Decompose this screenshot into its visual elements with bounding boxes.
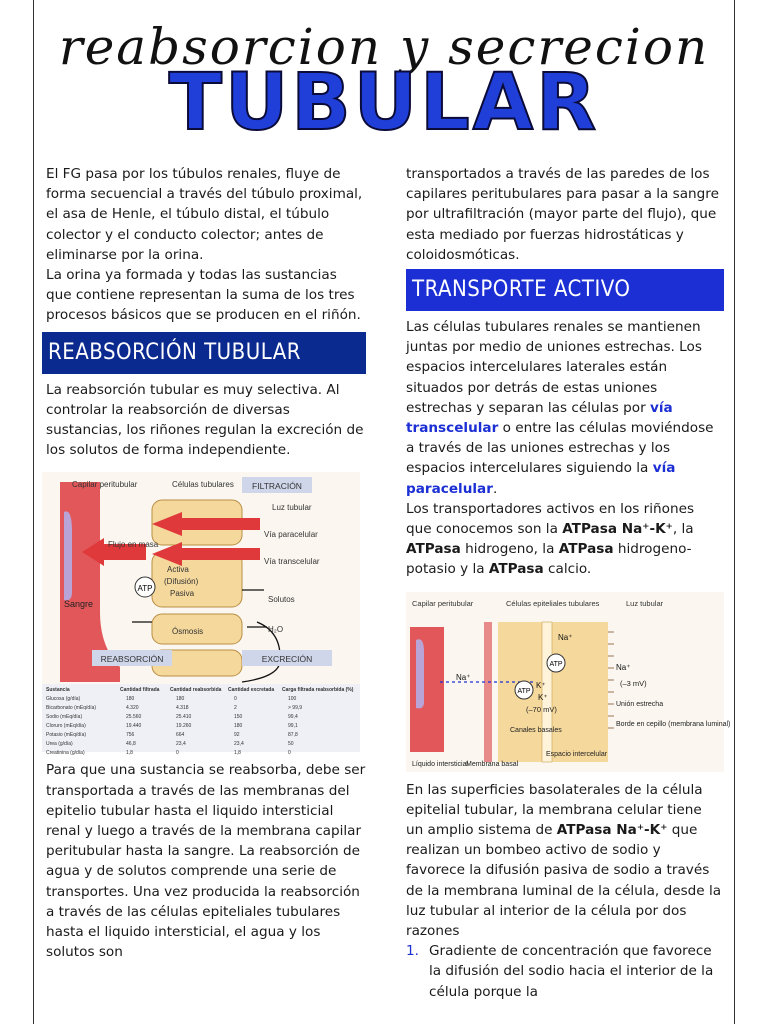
epithelial-cells-label: Células epiteliales tubulares [506, 598, 600, 608]
text-span: Las células tubulares renales se mantienen juntas por medio de uniones estrechas. Los espacios intercelulares laterales están situados por detrás de estas uniones estrechas y separan las células por [406, 319, 702, 416]
active-transport-diagram [406, 592, 731, 772]
table-cell: Glucosa (g/día) [46, 696, 81, 703]
transcellular-label: Vía transcelular [264, 557, 320, 567]
table-cell: 50 [288, 741, 294, 748]
table-header-cell: Cantidad reabsorbida [170, 687, 222, 694]
lumen-label: Luz tubular [626, 598, 664, 608]
sodium-label: Na⁺ [558, 632, 573, 642]
reasons-list [406, 941, 722, 1002]
tight-junction-label: Unión estrecha [616, 700, 664, 708]
capillary-label: Capilar peritubular [72, 480, 138, 490]
table-cell: 23,4 [234, 741, 244, 748]
active-transport-figure [406, 592, 731, 772]
atpase-term: ATPasa [406, 541, 461, 558]
substance-table [42, 684, 360, 756]
table-cell: Cloruro (mEq/día) [46, 723, 86, 730]
left-column [46, 164, 366, 962]
text-span: hidrogeno, la [460, 541, 559, 558]
table-cell: 23,4 [176, 741, 186, 748]
passive-label: Pasiva [170, 589, 195, 599]
right-column [406, 164, 731, 1002]
table-cell: 46,8 [126, 741, 136, 748]
atp-label: ATP [137, 584, 153, 594]
main-title: TUBULAR [168, 58, 600, 148]
table-cell: 99,4 [288, 714, 298, 721]
interstitial-fluid-label: Líquido intersticial [412, 760, 469, 768]
text-span: . [492, 480, 498, 497]
via-paracelular-highlight: vía paracelular [406, 460, 676, 497]
reabsorption-figure [42, 472, 360, 757]
table-cell: 0 [234, 696, 237, 703]
text-span: que realizan un bombeo activo de sodio y favorece la difusión pasiva de sodio a través de la membrana luminal de la célula, desde la luz tubular al interior de la célula por dos razones [406, 822, 722, 940]
table-cell: 25.410 [176, 714, 192, 721]
table-cell: 180 [234, 723, 243, 730]
sodium-label: Na⁺ [616, 662, 631, 672]
text-span: En las superficies basolaterales de la célula epitelial tubular, la membrana celular tiene un amplio sistema de [406, 781, 703, 839]
list-item-text: Gradiente de concentración que favorece la difusión del sodio hacia el interior de la célula porque la [428, 943, 714, 1000]
excretion-label: EXCRECIÓN [261, 654, 313, 665]
basal-channels-label: Canales basales [510, 726, 562, 734]
table-cell: > 99,9 [288, 705, 303, 712]
basolateral-paragraph [406, 780, 722, 942]
intro-paragraph-1: El FG pasa por los túbulos renales, fluye de forma secuencial a través del túbulo proximal, el asa de Henle, el túbulo distal, el túbulo colector y el conducto colector; antes de eliminarse por la orina. [46, 166, 363, 263]
table-cell: 25.560 [126, 714, 142, 721]
active-label: Activa [167, 565, 189, 575]
table-cell: 92 [234, 732, 240, 739]
table-cell: 0 [176, 750, 179, 757]
table-cell: 1,8 [126, 750, 133, 757]
osmosis-label: Ósmosis [172, 627, 204, 637]
reabsorcion-paragraph: La reabsorción tubular es muy selectiva. Al controlar la reabsorción de diversas sustancias, los riñones regulan la excreción de los solutos de forma independiente. [46, 381, 364, 459]
atp-label: ATP [517, 687, 531, 695]
potassium-label: K⁺ [536, 680, 546, 690]
table-cell: 150 [234, 714, 243, 721]
intro-paragraph-2: La orina ya formada y todas las sustancias que contiene representan la suma de los tres procesos básicos que se producen en el riñón. [46, 267, 361, 324]
intercellular-space-label: Espacio intercelular [546, 750, 608, 758]
table-header-cell: Carga filtrada reabsorbida (%) [282, 687, 354, 694]
paracellular-label: Vía paracelular [264, 530, 318, 540]
sodium-label: Na⁺ [456, 672, 471, 682]
table-cell: 99,1 [288, 723, 298, 730]
table-cell: 0 [288, 750, 291, 757]
reabsorption-diagram [42, 472, 360, 757]
table-cell: 756 [126, 732, 135, 739]
table-cell: Creatinina (g/día) [46, 750, 85, 757]
table-cell: 664 [176, 732, 185, 739]
text-span: hidrogeno-potasio y la [406, 541, 692, 578]
list-item [406, 941, 722, 1002]
atpase-term: ATPasa [558, 541, 614, 558]
atp-label: ATP [549, 660, 563, 668]
brush-border-label: Borde en cepillo (membrana luminal) [616, 720, 731, 728]
atpase-term: ATPasa [488, 561, 544, 578]
table-cell: 1,8 [234, 750, 241, 757]
capillary-label: Capilar peritubular [412, 598, 474, 608]
cells-label: Células tubulares [172, 480, 234, 490]
basement-membrane-label: Membrana basal [466, 760, 519, 768]
table-cell: Sodio (mEq/día) [46, 714, 83, 721]
table-cell: 19.440 [126, 723, 142, 730]
table-cell: 87,8 [288, 732, 298, 739]
text-span: calcio. [543, 561, 592, 578]
atpase-term: ATPasa Na⁺-K⁺ [556, 822, 668, 839]
text-span: Los transportadores activos en los riñones que conocemos son la [406, 500, 695, 538]
table-header-cell: Cantidad excretada [228, 687, 275, 694]
section-heading-transporte-activo: TRANSPORTE ACTIVO [406, 269, 724, 311]
diffusion-label: (Difusión) [164, 577, 199, 587]
lumen-label: Luz tubular [272, 503, 312, 513]
list-number: 1. [406, 943, 419, 960]
bulk-flow-label: Flujo en masa [108, 540, 159, 550]
after-figure-paragraph: Para que una sustancia se reabsorba, debe ser transportada a través de las membranas del epitelio tubular hasta el liquido intersticial renal y luego a través de la membrana capilar peritubular hasta la sangre. La reabsorción de agua y de solutos comprende una serie de transportes. Una vez producida la reabsorción a través de las células epiteliales tubulares hasta el liquido intersticial, el agua y los solutos son [46, 762, 366, 961]
table-cell: Urea (g/día) [46, 741, 73, 748]
via-transcelular-highlight: vía transcelular [406, 399, 673, 437]
reabsorption-label: REABSORCIÓN [100, 654, 164, 665]
atpase-term: ATPasa Na⁺-K⁺ [562, 521, 673, 538]
potential-lumen: (–3 mV) [620, 678, 647, 688]
potassium-label: K⁺ [538, 692, 548, 702]
text-span: , la [672, 521, 694, 538]
table-cell: 180 [126, 696, 135, 703]
tight-junction-paragraph [406, 317, 722, 499]
table-cell: 2 [234, 705, 237, 712]
filtration-label: FILTRACIÓN [252, 481, 302, 492]
section-heading-reabsorcion: REABSORCIÓN TUBULAR [42, 332, 366, 374]
solutes-label: Solutos [268, 595, 295, 605]
text-span: o entre las células moviéndose a través de las uniones estrechas y los espacios intercelulares siguiendo la [406, 420, 714, 477]
potential-cell: (–70 mV) [526, 704, 557, 714]
blood-label: Sangre [64, 599, 94, 610]
script-title: reabsorcion y secrecion [58, 18, 710, 76]
table-cell: 180 [176, 696, 185, 703]
continuation-paragraph: transportados a través de las paredes de los capilares peritubulares para pasar a la sangre por ultrafiltración (mayor parte del flujo), que esta mediado por fuerzas hidrostáticas y coloidosmóticas. [406, 166, 719, 263]
table-cell: 19.260 [176, 723, 192, 730]
table-cell: Potasio (mEq/día) [46, 732, 87, 739]
transporters-paragraph [406, 499, 722, 580]
table-cell: Bicarbonato (mEq/día) [46, 705, 97, 712]
table-cell: 100 [288, 696, 297, 703]
table-cell: 4.318 [176, 705, 189, 712]
table-header-cell: Cantidad filtrada [120, 687, 160, 694]
table-header-cell: Sustancia [46, 687, 70, 694]
table-cell: 4.320 [126, 705, 139, 712]
water-label: H₂O [268, 625, 284, 635]
